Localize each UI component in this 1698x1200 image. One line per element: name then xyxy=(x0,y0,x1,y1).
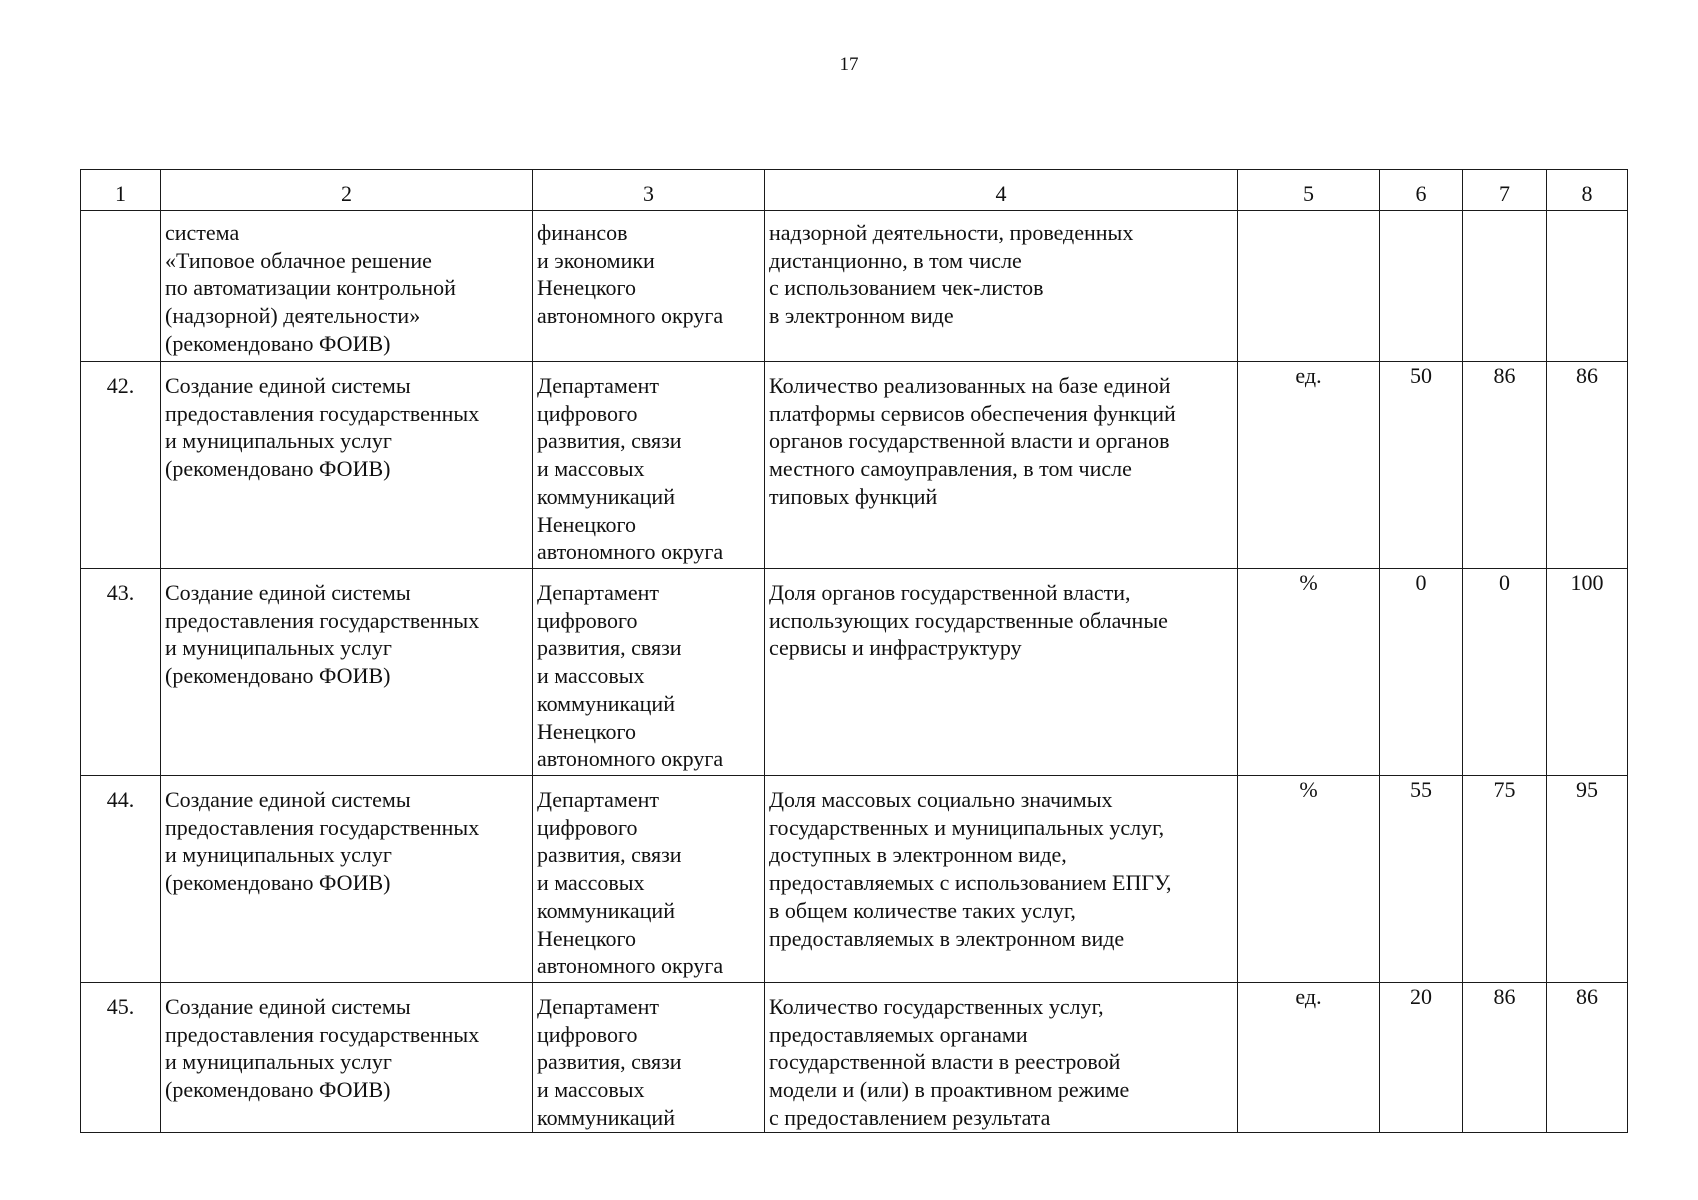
row-number-cell: 42. xyxy=(81,362,161,569)
measure-name-cell: система «Типовое облачное решение по автоматизации контрольной (надзорной) деятельности» (рекомендовано ФОИВ) xyxy=(161,211,533,362)
measure-name-cell: Создание единой системы предоставления государственных и муниципальных услуг (рекомендовано ФОИВ) xyxy=(161,776,533,983)
column-header: 1 xyxy=(81,170,161,211)
responsible-dept-cell: Департамент цифрового развития, связи и массовых коммуникаций Ненецкого автономного округа xyxy=(533,362,765,569)
column-header: 8 xyxy=(1547,170,1628,211)
value-col6-cell: 50 xyxy=(1380,362,1463,569)
table-row xyxy=(81,983,1628,1133)
responsible-dept-cell: Департамент цифрового развития, связи и массовых коммуникаций Ненецкого автономного округа xyxy=(533,776,765,983)
page-number: 17 xyxy=(839,54,859,75)
unit-cell: % xyxy=(1238,776,1380,983)
value-col8-cell: 100 xyxy=(1547,569,1628,776)
indicator-cell: Доля органов государственной власти, использующих государственные облачные сервисы и инфраструктуру xyxy=(765,569,1238,776)
table-row xyxy=(81,776,1628,983)
value-col6-cell: 20 xyxy=(1380,983,1463,1133)
measure-name-cell: Создание единой системы предоставления государственных и муниципальных услуг (рекомендовано ФОИВ) xyxy=(161,983,533,1133)
value-col7-cell: 75 xyxy=(1463,776,1547,983)
table-header-row xyxy=(81,170,1628,211)
column-header: 5 xyxy=(1238,170,1380,211)
value-col8-cell xyxy=(1547,211,1628,362)
indicator-cell: Доля массовых социально значимых государственных и муниципальных услуг, доступных в электронном виде, предоставляемых с использованием ЕПГУ, в общем количестве таких услуг, предоставляемых в электронном виде xyxy=(765,776,1238,983)
row-number-cell: 43. xyxy=(81,569,161,776)
value-col8-cell: 95 xyxy=(1547,776,1628,983)
column-header: 4 xyxy=(765,170,1238,211)
value-col7-cell: 86 xyxy=(1463,362,1547,569)
indicators-table xyxy=(80,169,1628,1133)
unit-cell xyxy=(1238,211,1380,362)
row-number-cell: 45. xyxy=(81,983,161,1133)
responsible-dept-cell: Департамент цифрового развития, связи и массовых коммуникаций Ненецкого автономного округа xyxy=(533,569,765,776)
value-col6-cell: 0 xyxy=(1380,569,1463,776)
value-col6-cell: 55 xyxy=(1380,776,1463,983)
value-col7-cell xyxy=(1463,211,1547,362)
column-header: 3 xyxy=(533,170,765,211)
value-col6-cell xyxy=(1380,211,1463,362)
unit-cell: % xyxy=(1238,569,1380,776)
indicator-cell: Количество реализованных на базе единой платформы сервисов обеспечения функций органов государственной власти и органов местного самоуправления, в том числе типовых функций xyxy=(765,362,1238,569)
value-col8-cell: 86 xyxy=(1547,983,1628,1133)
indicator-cell: Количество государственных услуг, предоставляемых органами государственной власти в реестровой модели и (или) в проактивном режиме с предоставлением результата xyxy=(765,983,1238,1133)
column-header: 2 xyxy=(161,170,533,211)
value-col8-cell: 86 xyxy=(1547,362,1628,569)
responsible-dept-cell: финансов и экономики Ненецкого автономного округа xyxy=(533,211,765,362)
column-header: 7 xyxy=(1463,170,1547,211)
measure-name-cell: Создание единой системы предоставления государственных и муниципальных услуг (рекомендовано ФОИВ) xyxy=(161,362,533,569)
unit-cell: ед. xyxy=(1238,983,1380,1133)
value-col7-cell: 86 xyxy=(1463,983,1547,1133)
column-header: 6 xyxy=(1380,170,1463,211)
table-row xyxy=(81,211,1628,362)
value-col7-cell: 0 xyxy=(1463,569,1547,776)
table-row xyxy=(81,362,1628,569)
row-number-cell xyxy=(81,211,161,362)
unit-cell: ед. xyxy=(1238,362,1380,569)
measure-name-cell: Создание единой системы предоставления государственных и муниципальных услуг (рекомендовано ФОИВ) xyxy=(161,569,533,776)
responsible-dept-cell: Департамент цифрового развития, связи и массовых коммуникаций xyxy=(533,983,765,1133)
indicator-cell: надзорной деятельности, проведенных дистанционно, в том числе с использованием чек-листов в электронном виде xyxy=(765,211,1238,362)
table-row xyxy=(81,569,1628,776)
row-number-cell: 44. xyxy=(81,776,161,983)
